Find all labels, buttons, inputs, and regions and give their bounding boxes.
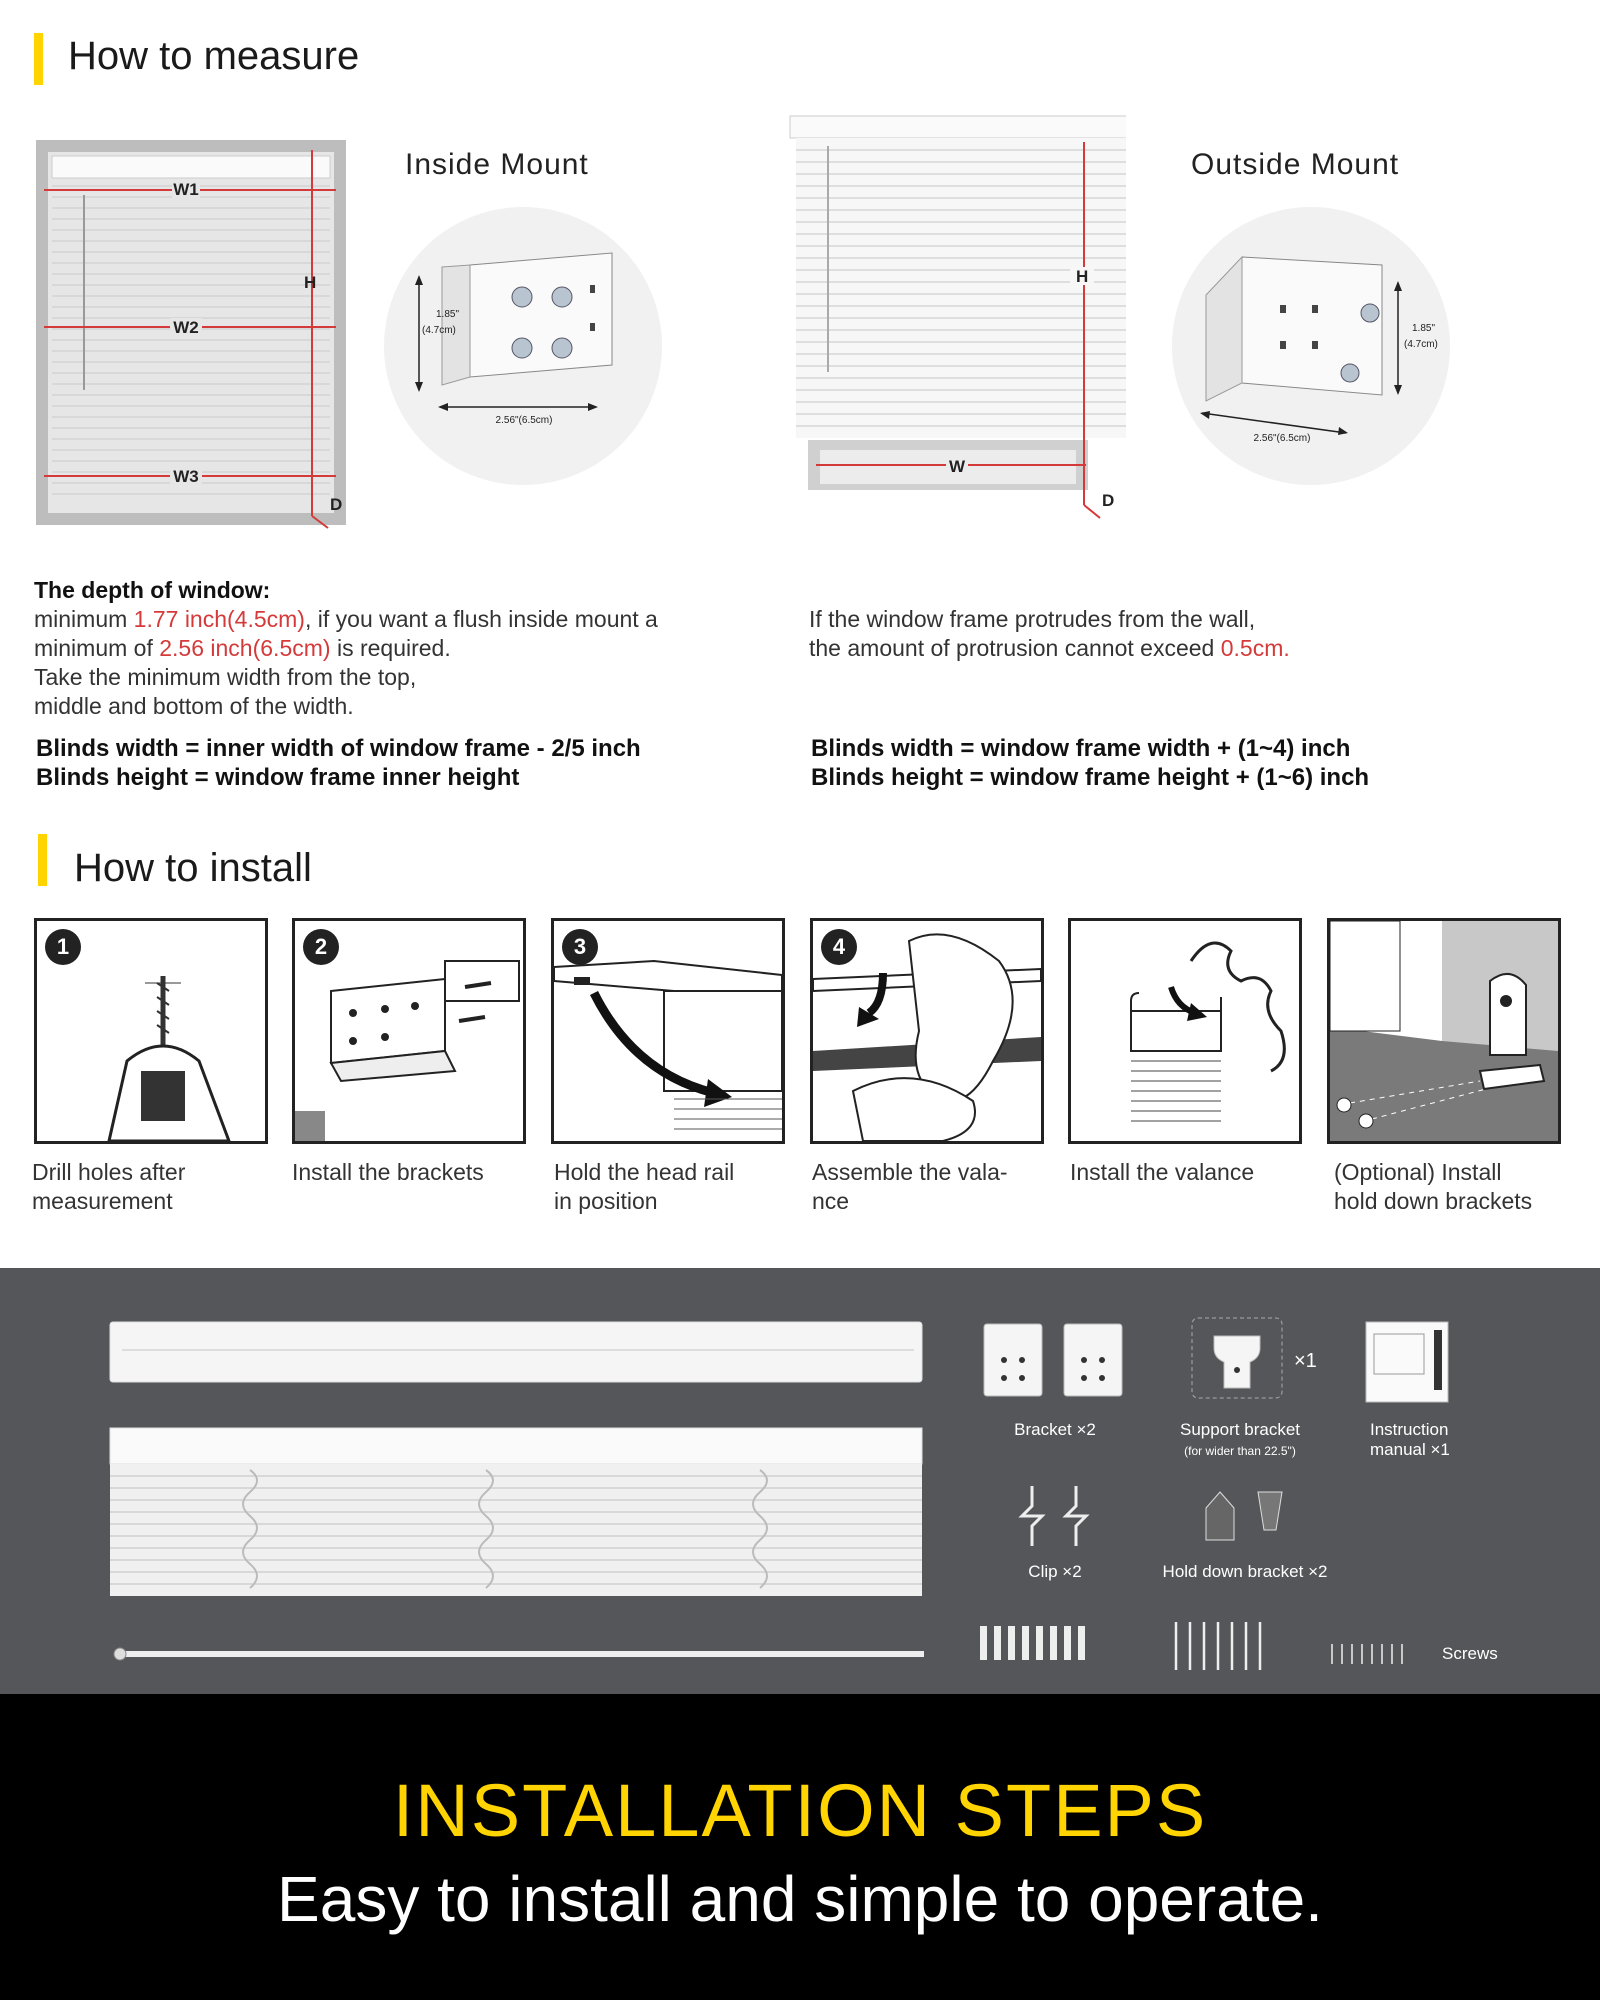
bracket-parts: [982, 1320, 1126, 1400]
step-number: 4: [821, 929, 857, 965]
step-1-box: [34, 918, 268, 1144]
outside-bracket-width: 2.56"(6.5cm): [1253, 433, 1311, 444]
footer-title: INSTALLATION STEPS: [392, 1769, 1208, 1852]
screws-parts: [978, 1620, 1418, 1672]
clip-parts: [1016, 1482, 1102, 1548]
bracket-install-icon: [295, 921, 523, 1141]
instruction-manual-part: [1364, 1320, 1450, 1404]
label-w2: W2: [173, 318, 199, 337]
inside-bracket-width: 2.56"(6.5cm): [495, 415, 553, 426]
outside-mount-window-diagram: [786, 110, 1126, 530]
hold-down-bracket-icon: [1330, 921, 1558, 1141]
section-accent-bar: [34, 33, 43, 85]
support-bracket-label: Support bracket: [1179, 1420, 1300, 1439]
head-rail-icon: [554, 921, 782, 1141]
label-h: H: [304, 273, 317, 292]
depth-line-3: Take the minimum width from the top,: [34, 664, 417, 690]
outside-bracket-height-cm: (4.7cm): [1404, 339, 1438, 350]
step-number: 3: [562, 929, 598, 965]
inside-mount-window-diagram: [36, 140, 352, 530]
inside-mount-title: Inside Mount: [405, 148, 589, 181]
install-section-title: How to install: [74, 846, 312, 890]
label-h-outside: H: [1076, 267, 1089, 286]
inside-bracket-height: 1.85": [436, 309, 460, 320]
step-2-box: [292, 918, 526, 1144]
outside-formula-width: Blinds width = window frame width + (1~4) inch: [811, 735, 1351, 762]
step-valance-caption: Install the valance: [1070, 1159, 1255, 1185]
step-valance-box: [1068, 918, 1302, 1144]
step-number: 2: [303, 929, 339, 965]
install-valance-icon: [1071, 921, 1299, 1141]
label-d-outside: D: [1102, 491, 1115, 510]
label-w1: W1: [173, 180, 199, 199]
inside-bracket-diagram: [382, 205, 664, 487]
step-number: 1: [45, 929, 81, 965]
bracket-label: Bracket ×2: [1014, 1420, 1096, 1439]
inside-formula-width: Blinds width = inner width of window frame - 2/5 inch: [36, 735, 641, 762]
manual-label: Instruction manual ×1: [1370, 1420, 1450, 1459]
inside-bracket-height-cm: (4.7cm): [422, 325, 456, 336]
step-4-caption: Assemble the vala- nce: [812, 1159, 1008, 1214]
support-bracket-note: (for wider than 22.5"): [1184, 1444, 1296, 1458]
hold-down-label: Hold down bracket ×2: [1162, 1562, 1328, 1581]
outside-formula-height: Blinds height = window frame height + (1~6) inch: [811, 764, 1370, 791]
step-2-caption: Install the brackets: [292, 1159, 484, 1185]
depth-heading: The depth of window:: [34, 577, 271, 603]
assemble-valance-icon: [813, 921, 1041, 1141]
package-contents-panel: [0, 1268, 1600, 1694]
outside-bracket-diagram: [1170, 205, 1452, 487]
step-3-caption: Hold the head rail in position: [554, 1159, 735, 1214]
support-bracket-part: [1190, 1316, 1284, 1400]
outside-note-line-2: the amount of protrusion cannot exceed 0.5cm.: [809, 635, 1290, 661]
inside-formula-height: Blinds height = window frame inner height: [36, 764, 520, 791]
support-bracket-qty: ×1: [1294, 1350, 1317, 1372]
label-d: D: [330, 495, 343, 514]
section-accent-bar: [38, 834, 47, 886]
step-5-caption: (Optional) Install hold down brackets: [1334, 1159, 1533, 1214]
label-w3: W3: [173, 467, 199, 486]
drill-icon: [37, 921, 265, 1141]
step-4-box: [810, 918, 1044, 1144]
depth-line-4: middle and bottom of the width.: [34, 693, 354, 719]
screws-label: Screws: [1442, 1644, 1498, 1663]
label-w-outside: W: [948, 457, 966, 476]
step-1-caption: Drill holes after measurement: [32, 1159, 186, 1214]
outside-mount-title: Outside Mount: [1191, 148, 1400, 181]
step-5-box: [1327, 918, 1561, 1144]
outside-note-line-1: If the window frame protrudes from the wall,: [809, 606, 1256, 632]
step-3-box: [551, 918, 785, 1144]
blind-parts-illustration: [108, 1320, 928, 1680]
footer-subtitle: Easy to install and simple to operate.: [277, 1863, 1323, 1935]
outside-bracket-height: 1.85": [1412, 323, 1436, 334]
clip-label: Clip ×2: [1028, 1562, 1082, 1581]
depth-line-1: minimum 1.77 inch(4.5cm), if you want a flush inside mount a: [34, 606, 658, 632]
depth-line-2: minimum of 2.56 inch(6.5cm) is required.: [34, 635, 451, 661]
hold-down-bracket-parts: [1204, 1490, 1284, 1546]
measure-section-title: How to measure: [68, 34, 360, 78]
